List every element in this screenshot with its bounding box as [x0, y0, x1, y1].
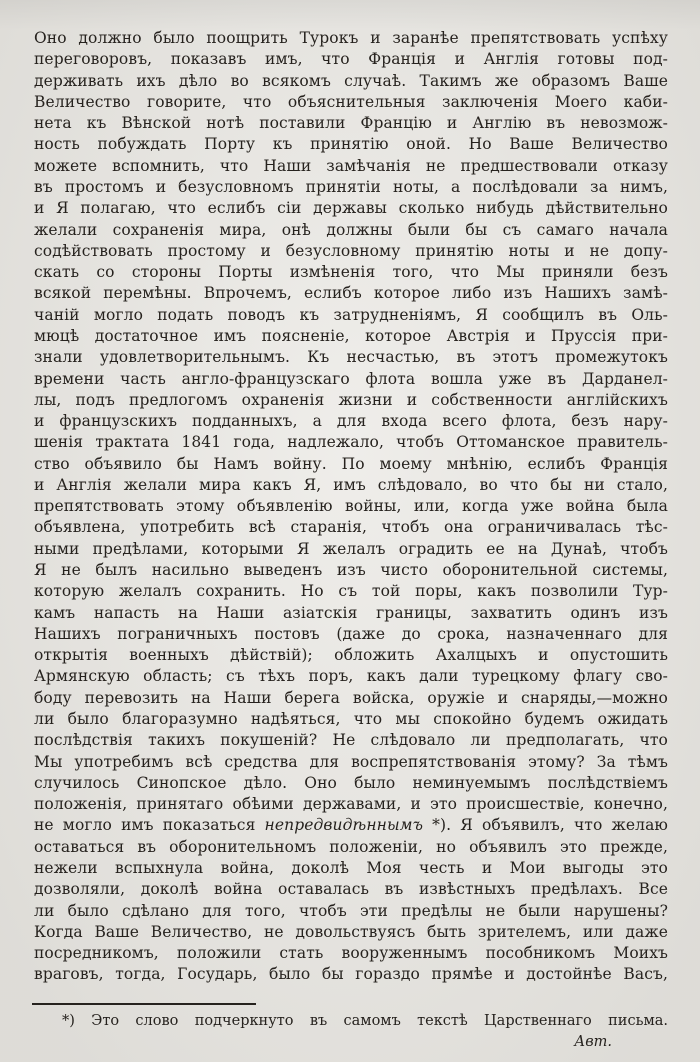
text-line: ными предѣлами, которыми Я желалъ оградить ее на Дунаѣ, чтобъ: [34, 539, 668, 558]
text-line: и Англія желали мира какъ Я, имъ слѣдовало, во что бы ни стало,: [34, 475, 668, 494]
footnote-signature: Авт.: [574, 1034, 612, 1050]
footnote-area: [34, 1003, 668, 1052]
text-line: держивать ихъ дѣло во всякомъ случаѣ. Такимъ же образомъ Ваше: [34, 71, 668, 90]
text-line: оставаться въ оборонительномъ положеніи, но объявилъ это прежде,: [34, 837, 668, 856]
text-line: шенія трактата 1841 года, надлежало, чтобъ Оттоманское правитель-: [34, 433, 668, 452]
text-line: ство объявило бы Намъ войну. По моему мнѣнію, еслибъ Франція: [34, 454, 668, 473]
text-line: препятствовать этому объявленію войны, или, когда уже война была: [34, 497, 668, 516]
text-line: объявлена, употребить всѣ старанія, чтобъ она ограничивалась тѣс-: [34, 518, 668, 537]
text-line: Нашихъ пограничныхъ постовъ (даже до срока, назначеннаго для: [34, 624, 668, 643]
text-line: можете вспомнить, что Наши замѣчанія не предшествовали отказу: [34, 156, 668, 175]
text-line: и Я полагаю, что еслибъ сіи державы сколько нибудь дѣйствительно: [34, 199, 668, 218]
text-line: нета къ Вѣнской нотѣ поставили Францію и Англію въ невозмож-: [34, 114, 668, 133]
body-text: [34, 28, 668, 986]
text-line: содѣйствовать простому и безусловному принятію ноты и не допу-: [34, 241, 668, 260]
text-line: желали сохраненія мира, онѣ должны были бы съ самаго начала: [34, 220, 668, 239]
text-line: дозволяли, доколѣ война оставалась въ извѣстныхъ предѣлахъ. Все: [34, 880, 668, 899]
footnote-separator: [32, 1003, 256, 1005]
text-line: переговоровъ, показавъ имъ, что Франція и Англія готовы под-: [34, 50, 668, 69]
text-line: враговъ, тогда, Государь, было бы гораздо прямѣе и достойнѣе Васъ,: [34, 965, 668, 984]
text-line: посредникомъ, положили стать вооруженнымъ пособникомъ Моихъ: [34, 944, 668, 963]
text-line: открытія военныхъ дѣйствій); обложить Ахалцыхъ и опустошить: [34, 646, 668, 665]
text-line: [34, 815, 668, 836]
emphasized-word: непредвидѣннымъ: [264, 816, 424, 835]
text-line: мюцѣ достаточное имъ поясненіе, которое Австрія и Пруссія при-: [34, 326, 668, 345]
text-line: ность побуждать Порту къ принятію оной. Но Ваше Величество: [34, 135, 668, 154]
text-line: лы, подъ предлогомъ охраненія жизни и собственности англійскихъ: [34, 390, 668, 409]
text-line: случилось Синопское дѣло. Оно было неминуемымъ послѣдствіемъ: [34, 773, 668, 792]
text-line: знали удовлетворительнымъ. Къ несчастью, въ этотъ промежутокъ: [34, 348, 668, 367]
text-line: ли было сдѣлано для того, чтобъ эти предѣлы не были нарушены?: [34, 901, 668, 920]
text-line: камъ напасть на Наши азіатскія границы, захватить одинъ изъ: [34, 603, 668, 622]
footnote-text: *) Это слово подчеркнуто въ самомъ текстѣ Царственнаго письма.: [62, 1013, 668, 1029]
text-segment: *). Я объявилъ, что желаю: [423, 816, 668, 835]
text-line: Я не былъ насильно выведенъ изъ чисто оборонительной системы,: [34, 561, 668, 580]
text-line: времени часть англо-французскаго флота вошла уже въ Дарданел-: [34, 369, 668, 388]
text-line: боду перевозить на Наши берега войска, оружіе и снаряды,—можно: [34, 688, 668, 707]
text-line: нежели вспыхнула война, доколѣ Моя честь и Мои выгоды это: [34, 858, 668, 877]
text-line: послѣдствія такихъ покушеній? Не слѣдовало ли предполагать, что: [34, 731, 668, 750]
text-line: всякой перемѣны. Впрочемъ, еслибъ которое либо изъ Нашихъ замѣ-: [34, 284, 668, 303]
text-line: скать со стороны Порты измѣненія того, что Мы приняли безъ: [34, 263, 668, 282]
text-line: Величество говорите, что объяснительныя заключенія Моего каби-: [34, 92, 668, 111]
text-line: и французскихъ подданныхъ, а для входа всего флота, безъ нару-: [34, 412, 668, 431]
text-line: ли было благоразумно надѣяться, что мы спокойно будемъ ожидать: [34, 710, 668, 728]
text-line: которую желалъ сохранить. Но съ той поры, какъ позволили Тур-: [34, 582, 668, 601]
text-line: чаній могло подать поводъ къ затрудненіямъ, Я сообщилъ въ Оль-: [34, 305, 668, 324]
text-line: Когда Ваше Величество, не довольствуясъ быть зрителемъ, или даже: [34, 922, 668, 941]
text-line: Армянскую область; съ тѣхъ поръ, какъ дали турецкому флагу сво-: [34, 667, 668, 686]
text-line: положенія, принятаго обѣими державами, и это происшествіе, конечно,: [34, 795, 668, 814]
text-line: Оно должно было поощрить Турокъ и заранѣе препятствовать успѣху: [34, 29, 668, 47]
text-segment: не могло имъ показаться: [34, 816, 265, 835]
text-line: Мы употребимъ всѣ средства для воспрепятствованія этому? За тѣмъ: [34, 752, 668, 771]
text-line: въ простомъ и безусловномъ принятіи ноты, а послѣдовали за нимъ,: [34, 177, 668, 196]
